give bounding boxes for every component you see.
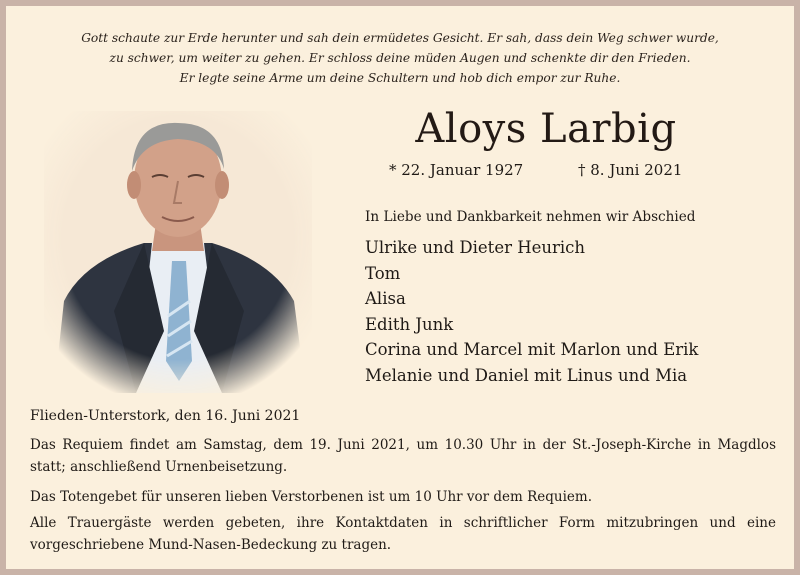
place-date: Flieden-Unterstork, den 16. Juni 2021 xyxy=(30,408,301,424)
birth-date: * 22. Januar 1927 xyxy=(389,161,524,179)
farewell-text: In Liebe und Dankbarkeit nehmen wir Abschied xyxy=(365,209,696,225)
guests-paragraph: Alle Trauergäste werden gebeten, ihre Kontaktdaten in schriftlicher Form mitzubringen und eine vorgeschriebene Mund-Nasen-Bedeckung zu tragen. xyxy=(30,515,776,553)
mourner: Tom xyxy=(365,263,401,283)
poem xyxy=(6,28,794,88)
mourner: Melanie und Daniel mit Linus und Mia xyxy=(365,365,688,385)
requiem-paragraph: Das Requiem findet am Samstag, dem 19. Juni 2021, um 10.30 Uhr in der St.-Joseph-Kirche in Magdlos statt; anschließend Urnenbeisetzung. xyxy=(30,437,776,475)
death-date: † 8. Juni 2021 xyxy=(578,161,683,179)
poem-line: zu schwer, um weiter zu gehen. Er schloss deine müden Augen und schenkte dir den Frieden. xyxy=(109,51,691,65)
mourner: Alisa xyxy=(365,289,406,309)
mourner: Edith Junk xyxy=(365,314,454,334)
obituary-card xyxy=(6,6,794,569)
prayer-paragraph: Das Totengebet für unseren lieben Verstorbenen ist um 10 Uhr vor dem Requiem. xyxy=(30,489,593,505)
deceased-name: Aloys Larbig xyxy=(415,106,677,152)
poem-line: Gott schaute zur Erde herunter und sah dein ermüdetes Gesicht. Er sah, dass dein Weg schwer wurde, xyxy=(81,31,719,45)
poem-line: Er legte seine Arme um deine Schultern und hob dich empor zur Ruhe. xyxy=(179,71,621,85)
portrait-photo xyxy=(44,111,312,393)
mourner: Ulrike und Dieter Heurich xyxy=(365,238,586,257)
mourners-list xyxy=(365,235,698,389)
mourner: Corina und Marcel mit Marlon und Erik xyxy=(365,340,699,360)
